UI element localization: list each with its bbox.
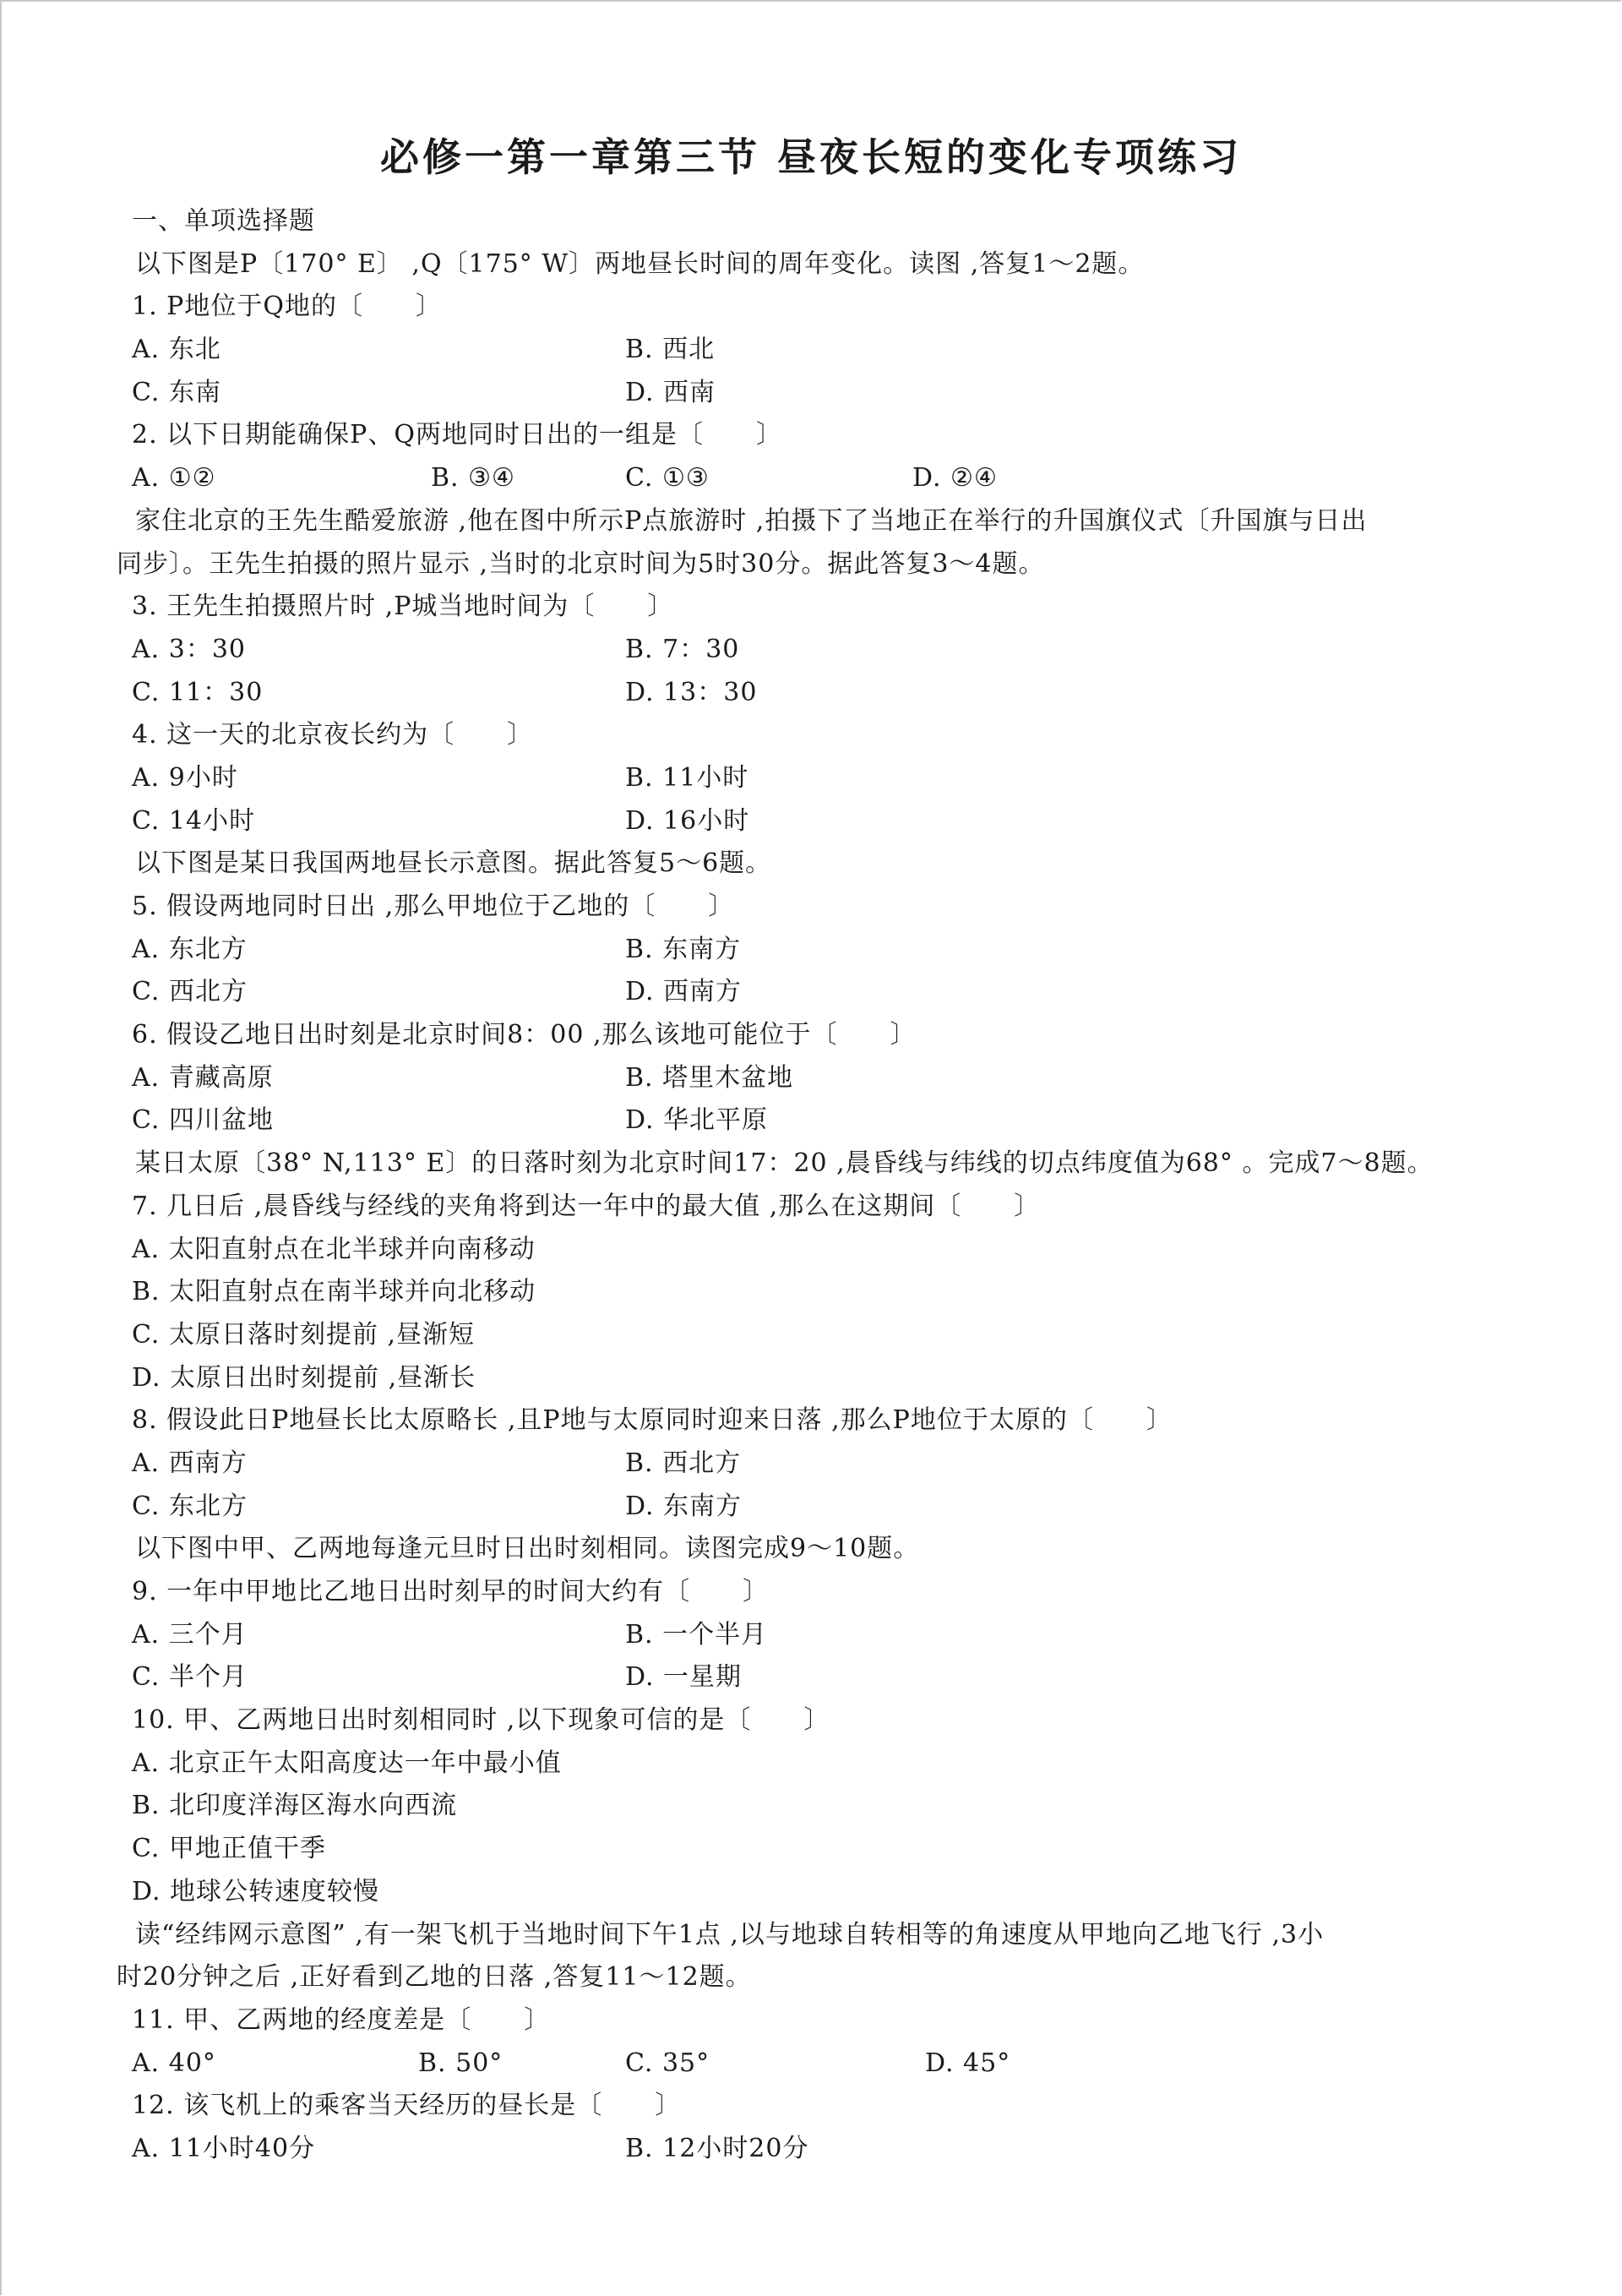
question-item: 7. 几日后 ,晨昏线与经线的夹角将到达一年中的最大值 ,那么在这期间〔 〕 [132,1191,1041,1221]
answer-option: A. 北京正午太阳高度达一年中最小值 [132,1748,562,1778]
answer-option: C. 东北方 [132,1491,248,1521]
answer-options-row [118,757,1538,800]
answer-options-row [118,329,1538,372]
answer-options-row [118,1057,1538,1100]
answer-options-row [118,1614,1538,1657]
answer-options-row [118,1486,1538,1529]
question-item: 12. 该飞机上的乘客当天经历的昼长是〔 〕 [132,2091,682,2121]
answer-option: C. ①③ [625,463,710,494]
answer-option: A. 东北 [132,335,221,365]
answer-option: D. ②④ [912,463,998,494]
answer-options-row [118,629,1538,672]
answer-option: B. ③④ [431,463,515,494]
worksheet-body [118,200,1538,2171]
answer-option: A. 11小时40分 [132,2133,316,2163]
answer-options-row [118,1442,1538,1486]
answer-option: B. 西北 [625,335,716,365]
answer-option: D. 太原日出时刻提前 ,昼渐长 [132,1362,476,1393]
answer-option: A. 东北方 [132,934,248,964]
answer-option: B. 12小时20分 [625,2133,809,2163]
question-item: 1. P地位于Q地的〔 〕 [132,292,442,322]
answer-option: D. 地球公转速度较慢 [132,1876,380,1906]
question-item: 6. 假设乙地日出时刻是北京时间8：00 ,那么该地可能位于〔 〕 [132,1020,917,1050]
answer-options-row [118,800,1538,843]
section-heading: 一、单项选择题 [132,206,315,236]
question-item: 3. 王先生拍摄照片时 ,P城当地时间为〔 〕 [132,592,674,622]
answer-option: C. 半个月 [132,1662,248,1693]
answer-option: B. 东南方 [625,934,742,964]
answer-option: B. 西北方 [625,1448,742,1478]
answer-option: D. 西南方 [625,977,743,1007]
answer-option: D. 一星期 [625,1662,743,1693]
answer-option: A. 西南方 [132,1448,248,1478]
answer-option: D. 西南 [625,377,716,407]
answer-option: B. 一个半月 [625,1619,768,1650]
question-stem: 某日太原〔38° N,113° E〕的日落时刻为北京时间17：20 ,晨昏线与纬线的切点纬度值为68° 。完成7～8题。 [135,1148,1434,1179]
answer-option: B. 7：30 [625,634,740,664]
answer-option: B. 11小时 [625,762,749,793]
answer-options-row [118,672,1538,715]
answer-option: C. 东南 [132,377,221,407]
question-stem: 以下图中甲、乙两地每逢元旦时日出时刻相同。读图完成9～10题。 [135,1534,920,1564]
answer-option: C. 11：30 [132,677,264,707]
question-item: 5. 假设两地同时日出 ,那么甲地位于乙地的〔 〕 [132,892,735,921]
answer-option: B. 50° [418,2048,503,2078]
answer-option: A. 青藏高原 [132,1062,274,1093]
question-stem: 以下图是P〔170° E〕 ,Q〔175° W〕两地昼长时间的周年变化。读图 ,答复1～2题。 [135,248,1145,279]
answer-option: A. 三个月 [132,1619,248,1650]
question-item: 10. 甲、乙两地日出时刻相同时 ,以下现象可信的是〔 〕 [132,1705,830,1736]
answer-option: A. 太阳直射点在北半球并向南移动 [132,1234,536,1264]
answer-options-row [118,372,1538,415]
answer-options-row [118,971,1538,1014]
question-stem: 读“经纬网示意图” ,有一架飞机于当地时间下午1点 ,以与地球自转相等的角速度从甲地向乙地飞行 ,3小 [135,1919,1325,1950]
question-stem: 以下图是某日我国两地昼长示意图。据此答复5～6题。 [135,848,772,879]
answer-option: D. 16小时 [625,805,750,836]
answer-option: D. 华北平原 [625,1105,769,1136]
question-stem-continued: 时20分钟之后 ,正好看到乙地的日落 ,答复11～12题。 [117,1962,752,1993]
answer-option: C. 太原日落时刻提前 ,昼渐短 [132,1319,476,1350]
page-title: 必修一第一章第三节 昼夜长短的变化专项练习 [379,134,1242,180]
answer-options-row [118,2128,1538,2171]
answer-options-row [118,457,1538,500]
question-item: 4. 这一天的北京夜长约为〔 〕 [132,720,534,750]
answer-option: A. 3：30 [132,634,246,664]
answer-option: A. 9小时 [132,762,238,793]
answer-option: D. 45° [925,2048,1011,2078]
answer-option: C. 西北方 [132,977,248,1007]
answer-option: C. 甲地正值干季 [132,1834,326,1864]
answer-option: B. 太阳直射点在南半球并向北移动 [132,1277,536,1307]
question-stem-continued: 同步〕。王先生拍摄的照片显示 ,当时的北京时间为5时30分。据此答复3～4题。 [117,548,1045,579]
question-item: 2. 以下日期能确保P、Q两地同时日出的一组是〔 〕 [132,420,782,450]
answer-options-row [118,1099,1538,1143]
answer-option: B. 塔里木盆地 [625,1062,794,1093]
answer-option: A. 40° [132,2048,216,2078]
question-item: 11. 甲、乙两地的经度差是〔 〕 [132,2004,551,2035]
question-stem: 家住北京的王先生酷爱旅游 ,他在图中所示P点旅游时 ,拍摄下了当地正在举行的升国旗仪式〔升国旗与日出 [135,505,1368,536]
answer-option: D. 东南方 [625,1491,743,1521]
question-list [118,243,1538,2171]
answer-options-row [118,929,1538,972]
answer-option: C. 35° [625,2048,710,2078]
answer-option: A. ①② [132,463,216,494]
question-item: 8. 假设此日P地昼长比太原略长 ,且P地与太原同时迎来日落 ,那么P地位于太原的〔 〕 [132,1405,1173,1436]
answer-option: C. 14小时 [132,805,256,836]
answer-option: B. 北印度洋海区海水向西流 [132,1791,458,1821]
answer-options-row [118,2042,1538,2086]
answer-option: C. 四川盆地 [132,1105,274,1136]
answer-options-row [118,1656,1538,1699]
answer-option: D. 13：30 [625,677,758,707]
question-item: 9. 一年中甲地比乙地日出时刻早的时间大约有〔 〕 [132,1577,770,1606]
